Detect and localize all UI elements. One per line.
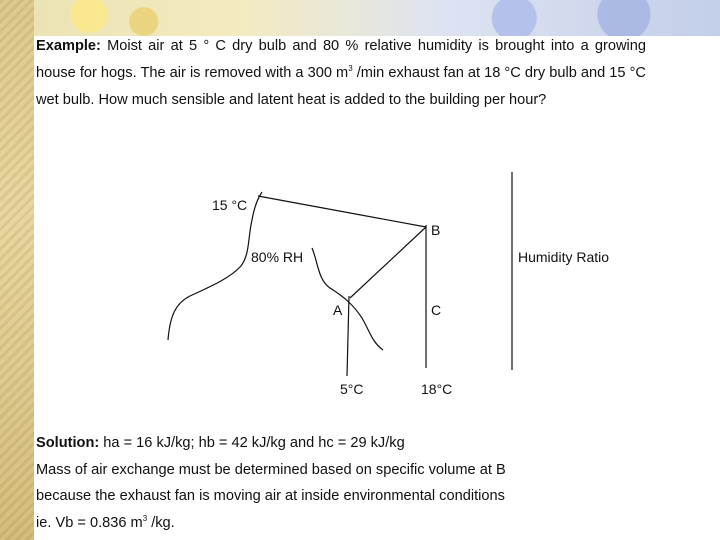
- label-15c: 15 °C: [212, 197, 248, 213]
- label-point-c: C: [431, 302, 442, 318]
- specific-volume-unit: /kg.: [147, 514, 175, 531]
- label-5c: 5°C: [340, 381, 364, 397]
- example-text-part2: /min exhaust fan at 18 °C dry bulb and 15 °C wet bulb. How much sensible and latent heat is added to the building per hour?: [36, 65, 646, 108]
- specific-volume-superscript: 3: [142, 513, 148, 523]
- solution-enthalpies: ha = 16 kJ/kg; hb = 42 kJ/kg and hc = 29 kJ/kg: [103, 435, 405, 451]
- solution-line-1: [36, 430, 656, 457]
- example-superscript: 3: [348, 64, 353, 74]
- saturation-curve: [168, 192, 262, 340]
- label-80rh: 80% RH: [251, 249, 304, 265]
- solution-line-2: Mass of air exchange must be determined based on specific volume at B: [36, 461, 506, 478]
- label-18c: 18°C: [421, 381, 453, 397]
- solution-label: Solution:: [36, 435, 100, 451]
- specific-volume-text: ie. Vb = 0.836 m: [36, 514, 143, 531]
- solution-line-3: because the exhaust fan is moving air at inside environmental conditions: [36, 488, 505, 504]
- process-line-a-b: [350, 227, 426, 298]
- label-humidity-ratio: Humidity Ratio: [518, 249, 610, 265]
- dry-bulb-line-5c: [347, 296, 349, 376]
- solution-section: [36, 430, 656, 536]
- label-point-a: A: [333, 302, 343, 318]
- wet-bulb-line-15c: [258, 196, 426, 227]
- example-text-part1: Moist air at 5 ° C dry bulb and 80 % relative humidity is brought into a growing house for hogs. The air is removed with a 300 m: [36, 38, 646, 81]
- example-label: Example:: [36, 38, 101, 54]
- solution-line-4: [36, 510, 656, 537]
- label-point-b: B: [431, 222, 441, 238]
